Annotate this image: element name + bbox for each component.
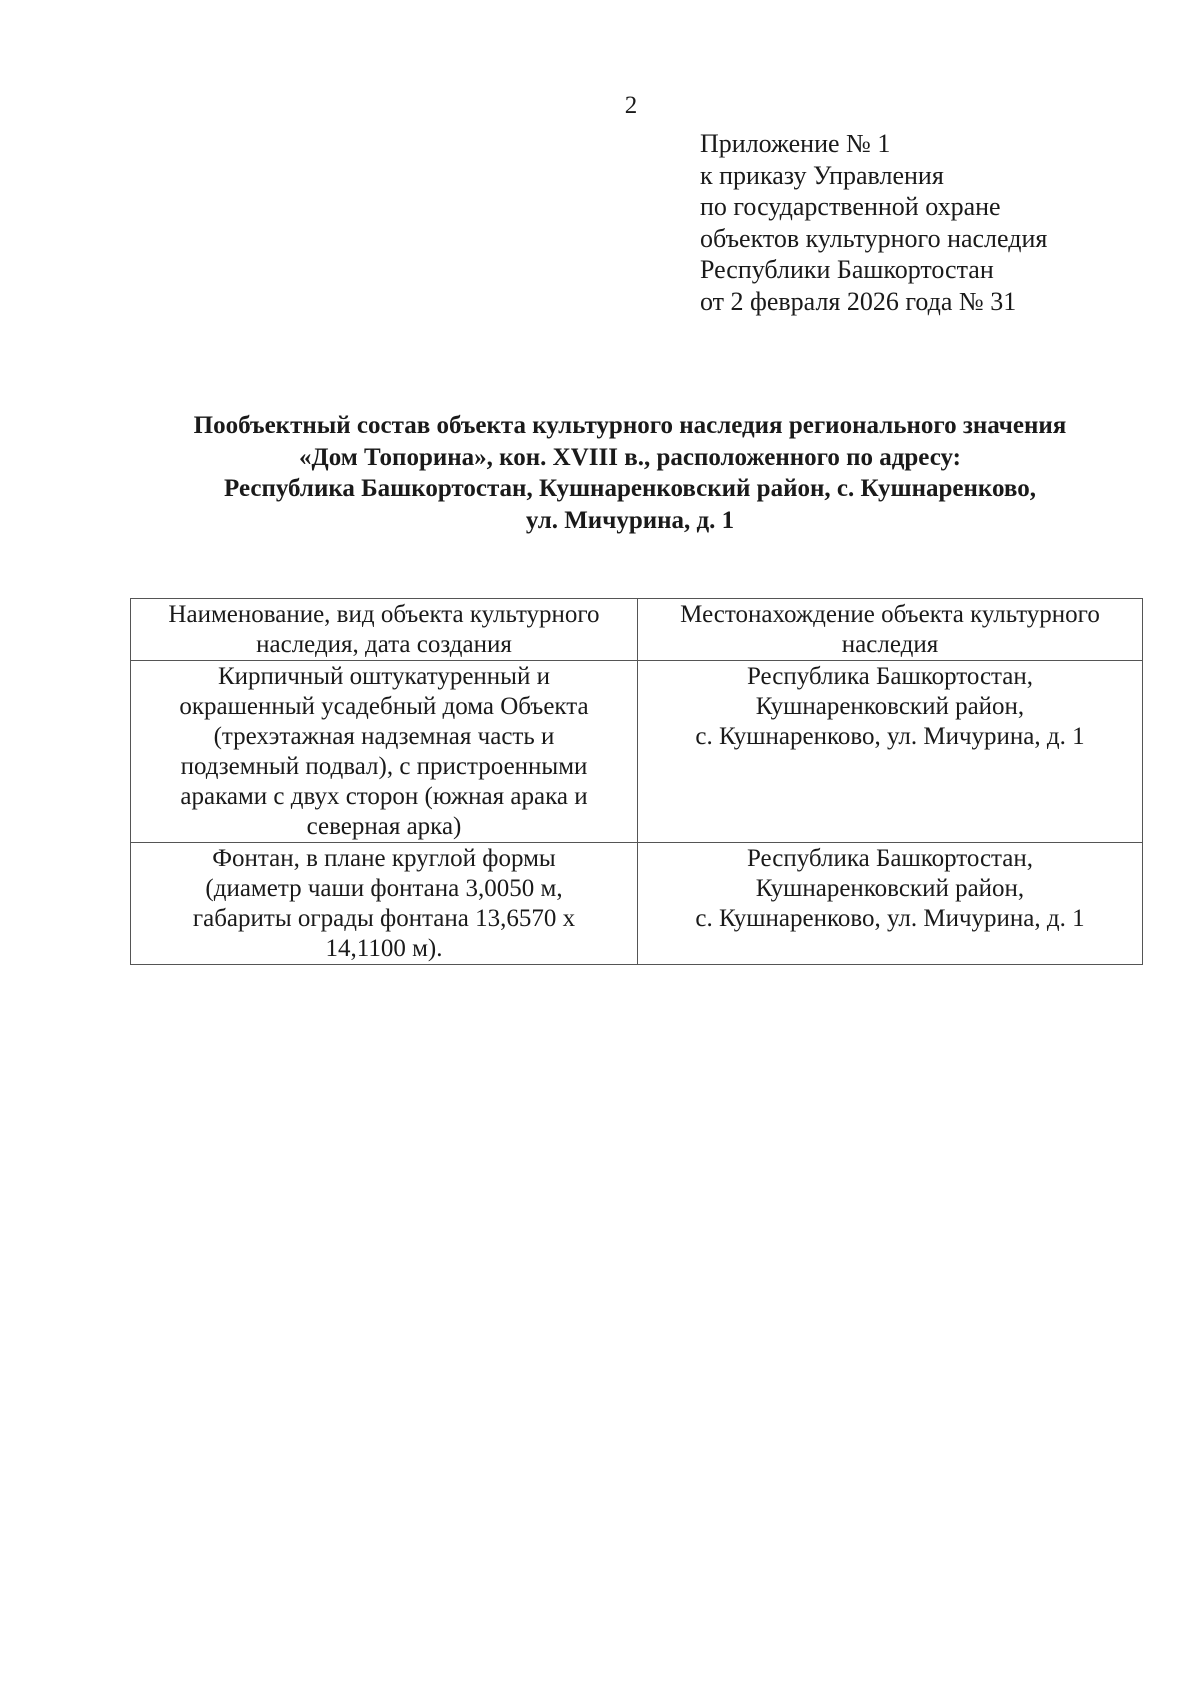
cell-line: Фонтан, в плане круглой формы: [212, 845, 556, 872]
page-number: 2: [624, 92, 638, 119]
appendix-line: Республики Башкортостан: [700, 255, 994, 284]
cell-line: подземный подвал), с пристроенными: [180, 753, 588, 780]
object-location-cell: [638, 843, 1143, 965]
table-row: [131, 661, 1143, 843]
document-title: [120, 410, 1140, 536]
appendix-header: [700, 128, 1140, 317]
title-line: Республика Башкортостан, Кушнаренковский район, с. Кушнаренково,: [224, 475, 1036, 502]
object-name-cell: [131, 843, 638, 965]
cell-line: (диаметр чаши фонтана 3,0050 м,: [205, 875, 563, 902]
header-line: Местонахождение объекта культурного: [680, 601, 1100, 628]
header-line: наследия, дата создания: [256, 631, 512, 658]
cell-line: Кушнаренковский район,: [755, 875, 1025, 902]
appendix-line: от 2 февраля 2026 года № 31: [700, 286, 1017, 316]
cell-line: араками с двух сторон (южная арака и: [180, 783, 588, 810]
object-name-cell: [131, 661, 638, 843]
cell-line: Республика Башкортостан,: [746, 845, 1034, 872]
title-line: Пообъектный состав объекта культурного наследия регионального значения: [193, 412, 1067, 439]
cell-line: с. Кушнаренково, ул. Мичурина, д. 1: [695, 905, 1085, 932]
header-name-column: [131, 599, 638, 661]
cell-line: северная арка): [306, 813, 462, 840]
title-line: ул. Мичурина, д. 1: [525, 506, 735, 534]
table-row: [131, 843, 1143, 965]
cell-line: Республика Башкортостан,: [746, 663, 1034, 690]
header-location-column: [638, 599, 1143, 661]
cell-line: окрашенный усадебный дома Объекта: [179, 693, 589, 720]
table-header-row: [131, 599, 1143, 661]
objects-table: [130, 598, 1143, 965]
cell-line: с. Кушнаренково, ул. Мичурина, д. 1: [695, 723, 1085, 750]
header-line: Наименование, вид объекта культурного: [168, 601, 600, 628]
object-location-cell: [638, 661, 1143, 843]
header-line: наследия: [841, 631, 939, 658]
cell-line: Кушнаренковский район,: [755, 693, 1025, 720]
title-line: «Дом Топорина», кон. XVIII в., расположенного по адресу:: [299, 443, 961, 471]
appendix-line: по государственной охране: [700, 192, 1001, 221]
appendix-line: Приложение № 1: [700, 129, 891, 158]
cell-line: (трехэтажная надземная часть и: [213, 723, 555, 750]
appendix-line: объектов культурного наследия: [700, 223, 1048, 253]
cell-line: Кирпичный оштукатуренный и: [217, 663, 550, 690]
cell-line: габариты ограды фонтана 13,6570 х: [192, 905, 576, 932]
appendix-line: к приказу Управления: [700, 160, 944, 190]
cell-line: 14,1100 м).: [325, 935, 443, 962]
